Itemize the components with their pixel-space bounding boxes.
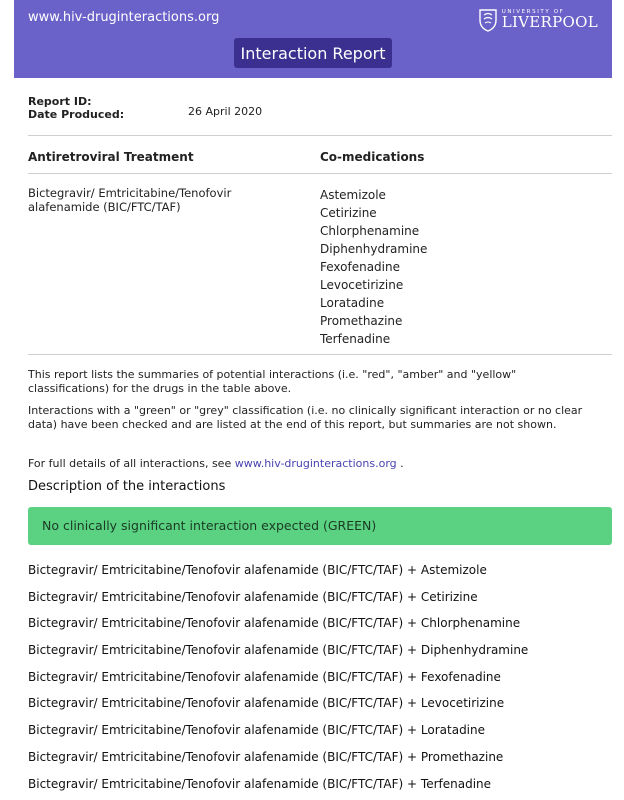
details-link[interactable]: www.hiv-druginteractions.org bbox=[234, 457, 397, 470]
comedication-item: Chlorphenamine bbox=[320, 224, 420, 238]
interaction-pair-list bbox=[28, 557, 528, 797]
comedication-item: Terfenadine bbox=[320, 332, 391, 346]
classification-paragraph: Interactions with a "green" or "grey" classification (i.e. no clinically significant interaction or no clear data) have been checked and are listed at the end of this report, but summaries are not shown. bbox=[28, 404, 583, 431]
crest-icon bbox=[479, 8, 497, 32]
details-paragraph bbox=[28, 457, 588, 471]
university-logo bbox=[479, 8, 598, 32]
interaction-pair: Bictegravir/ Emtricitabine/Tenofovir alafenamide (BIC/FTC/TAF) + Chlorphenamine bbox=[28, 616, 521, 631]
interaction-pair: Bictegravir/ Emtricitabine/Tenofovir alafenamide (BIC/FTC/TAF) + Promethazine bbox=[28, 749, 504, 764]
description-title: Description of the interactions bbox=[28, 479, 226, 494]
interaction-pair: Bictegravir/ Emtricitabine/Tenofovir alafenamide (BIC/FTC/TAF) + Terfenadine bbox=[28, 776, 492, 791]
divider bbox=[28, 354, 612, 355]
divider bbox=[28, 173, 612, 174]
report-meta bbox=[28, 95, 262, 121]
interaction-pair: Bictegravir/ Emtricitabine/Tenofovir alafenamide (BIC/FTC/TAF) + Cetirizine bbox=[28, 589, 478, 604]
interaction-pair: Bictegravir/ Emtricitabine/Tenofovir alafenamide (BIC/FTC/TAF) + Loratadine bbox=[28, 723, 486, 738]
comedication-item: Diphenhydramine bbox=[320, 242, 428, 256]
report-title: Interaction Report bbox=[234, 38, 392, 68]
interaction-pair: Bictegravir/ Emtricitabine/Tenofovir alafenamide (BIC/FTC/TAF) + Diphenhydramine bbox=[28, 643, 529, 658]
report-header bbox=[14, 0, 612, 78]
green-classification-label: No clinically significant interaction expected (GREEN) bbox=[42, 518, 377, 533]
details-suffix: . bbox=[396, 457, 404, 470]
art-treatment: Bictegravir/ Emtricitabine/Tenofovir alafenamide (BIC/FTC/TAF) bbox=[28, 186, 232, 214]
comedication-list bbox=[320, 186, 427, 348]
summary-paragraph: This report lists the summaries of potential interactions (i.e. "red", "amber" and "yellow" classifications) for the drugs in the table above. bbox=[28, 368, 517, 395]
comedication-item: Levocetirizine bbox=[320, 278, 404, 292]
interaction-pair: Bictegravir/ Emtricitabine/Tenofovir alafenamide (BIC/FTC/TAF) + Levocetirizine bbox=[28, 696, 505, 711]
col-header-comeds: Co-medications bbox=[320, 150, 425, 164]
col-header-art: Antiretroviral Treatment bbox=[28, 150, 194, 164]
date-label: Date Produced: bbox=[28, 108, 125, 121]
comedication-item: Fexofenadine bbox=[320, 260, 400, 274]
date-value: 26 April 2020 bbox=[188, 105, 263, 118]
comedication-item: Promethazine bbox=[320, 314, 403, 328]
comedication-item: Loratadine bbox=[320, 296, 385, 310]
logo-small-text: UNIVERSITY OF bbox=[501, 8, 565, 15]
interaction-pair: Bictegravir/ Emtricitabine/Tenofovir alafenamide (BIC/FTC/TAF) + Astemizole bbox=[28, 563, 487, 577]
logo-big-text: LIVERPOOL bbox=[501, 13, 598, 32]
comedication-item: Cetirizine bbox=[320, 206, 377, 220]
interaction-pair: Bictegravir/ Emtricitabine/Tenofovir alafenamide (BIC/FTC/TAF) + Fexofenadine bbox=[28, 669, 501, 684]
green-classification-banner bbox=[28, 507, 612, 545]
site-link[interactable]: www.hiv-druginteractions.org bbox=[28, 10, 220, 25]
report-id-label: Report ID: bbox=[28, 95, 92, 108]
comedication-item: Astemizole bbox=[320, 188, 386, 202]
divider bbox=[28, 135, 612, 136]
details-prefix: For full details of all interactions, see bbox=[28, 457, 235, 470]
